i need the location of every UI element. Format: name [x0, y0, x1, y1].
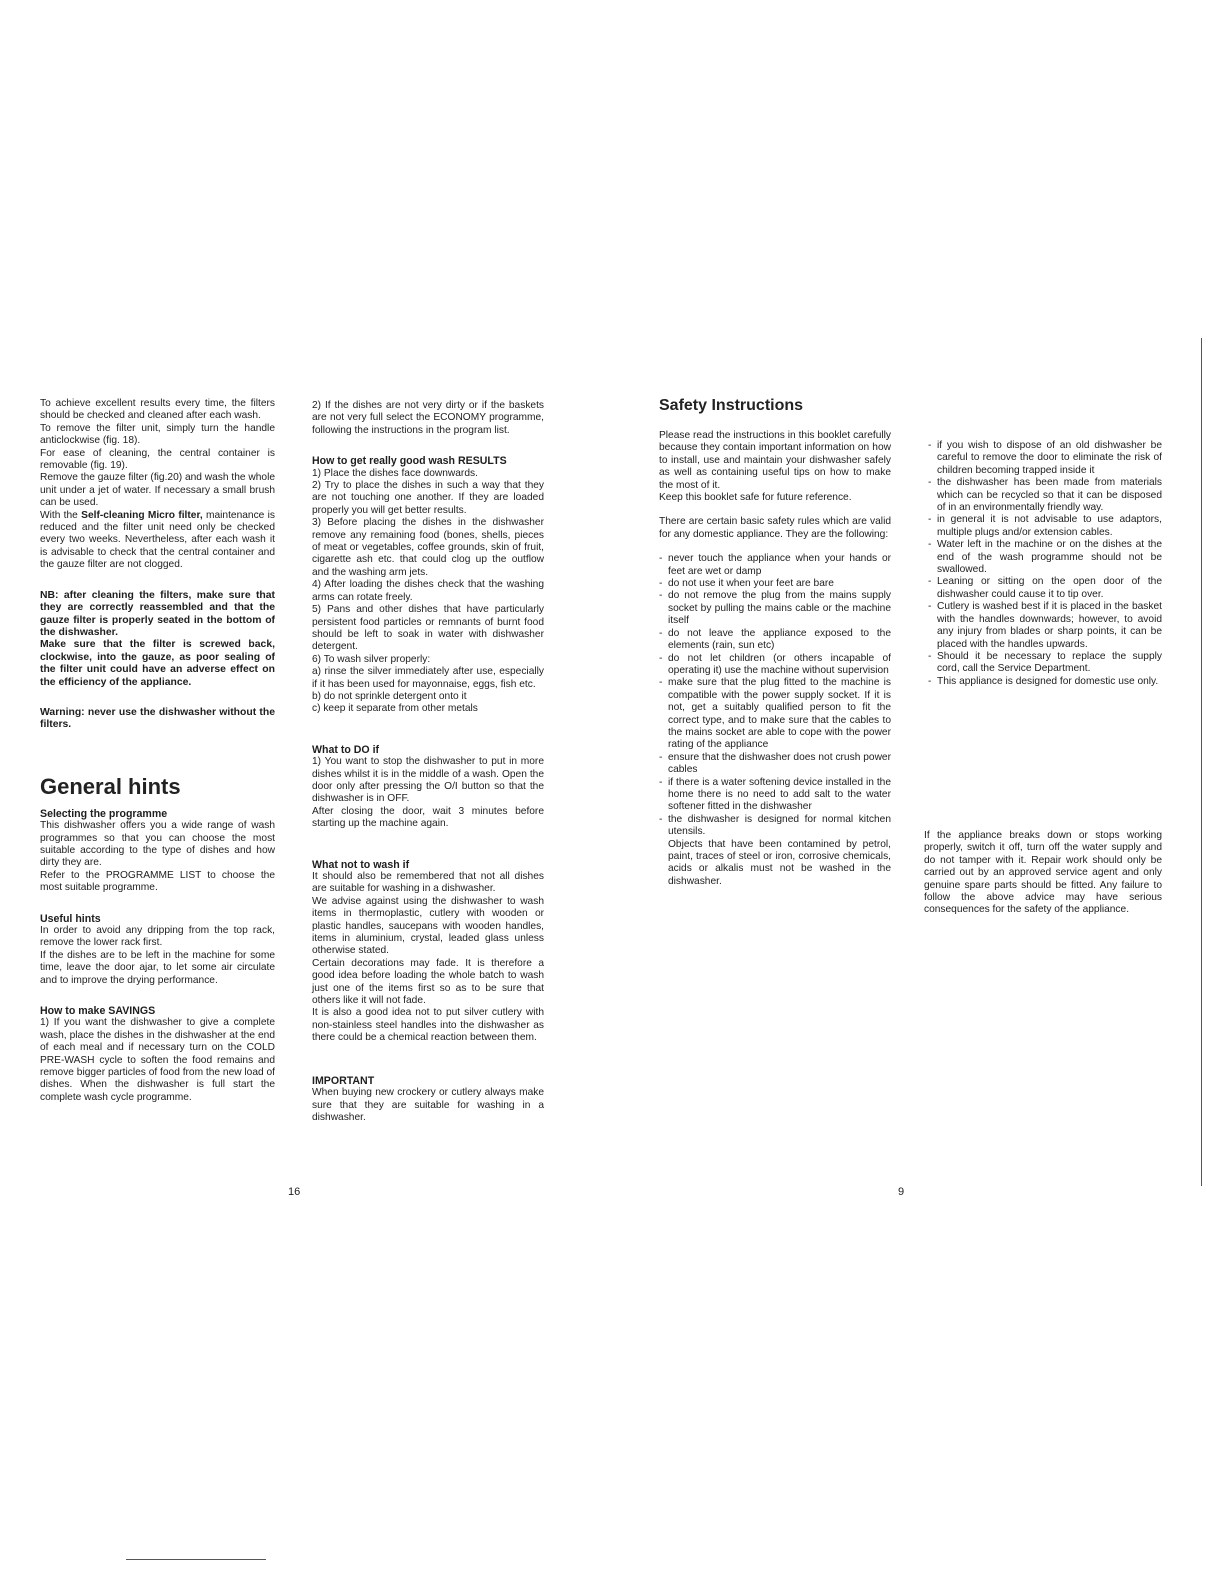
useful-hints-heading: Useful hints — [40, 912, 101, 925]
results-6b: b) do not sprinkle detergent onto it — [312, 690, 467, 702]
safety-rule: - in general it is not advisable to use adaptors, multiple plugs and/or extension cables. — [928, 514, 1162, 539]
contaminated-objects: Objects that have been contamined by petrol, paint, traces of steel or iron, corrosive chemicals, acids or alkalis must not be washed in the dishwasher. — [668, 838, 891, 887]
not-wash-heading: What not to wash if — [312, 858, 410, 871]
results-1: 1) Place the dishes face downwards. — [312, 467, 478, 479]
selecting-para-1: This dishwasher offers you a wide range of wash programmes so that you can choose the most suitable according to the type of dishes and how dirty they are. — [40, 820, 275, 869]
breakdown-block — [924, 830, 1162, 917]
safety-rules-intro: There are certain basic safety rules which are valid for any domestic appliance. They are the following: — [659, 516, 891, 540]
scan-edge-line — [126, 1559, 266, 1560]
nb-note-1: NB: after cleaning the filters, make sure that they are correctly reassembled and that the gauze filter is properly seated in the bottom of the dishwasher. — [40, 589, 275, 638]
selecting-heading: Selecting the programme — [40, 807, 168, 820]
right-col-2 — [928, 440, 1162, 688]
filter-para-2: To remove the filter unit, simply turn the handle anticlockwise (fig. 18). — [40, 422, 275, 447]
results-3: 3) Before placing the dishes in the dishwasher remove any remaining food (bones, shells, pieces of meat or vegetables, coffee grounds, skin of fruit, cigarette ash etc. that could clog up the outflow and the washing arm jets. — [312, 517, 544, 578]
breakdown-para: If the appliance breaks down or stops working properly, switch it off, turn off the water supply and do not tamper with it. Repair work should only be carried out by an approved service agent and only genuine spare parts should be fitted. Any failure to follow the above advice may have serious consequences for the safety of the appliance. — [924, 830, 1162, 916]
important-para: When buying new crockery or cutlery always make sure that they are suitable for washing in a dishwasher. — [312, 1087, 544, 1123]
safety-rules-list — [659, 553, 891, 838]
results-5: 5) Pans and other dishes that have particularly persistent food particles or remnants of burnt food should be left to soak in water with dishwasher detergent. — [312, 604, 544, 653]
results-6: 6) To wash silver properly: — [312, 653, 431, 665]
safety-rule: - make sure that the plug fitted to the machine is compatible with the power supply socket. If it is not, get a suitably qualified person to fit the correct type, and to make sure that the cables to the mains socket are able to cope with the power rating of the appliance — [659, 677, 891, 751]
safety-rules-list-2 — [928, 440, 1162, 688]
useful-para-1: In order to avoid any dripping from the top rack, remove the lower rack first. — [40, 925, 275, 949]
results-2: 2) Try to place the dishes in such a way that they are not touching one another. If they are loaded properly you will get better results. — [312, 480, 544, 516]
safety-rule: - do not leave the appliance exposed to the elements (rain, sun etc) — [659, 628, 891, 653]
right-col-1 — [659, 396, 891, 888]
what-to-do-para-1: 1) You want to stop the dishwasher to put in more dishes whilst it is in the middle of a wash. Open the door only after pressing the O/I button so that the dishwasher is in OFF. — [312, 756, 544, 805]
safety-rule: - do not let children (or others incapable of operating it) use the machine without supervision — [659, 653, 891, 678]
page-number-right: 9 — [898, 1186, 905, 1198]
useful-para-2: If the dishes are to be left in the machine for some time, leave the door ajar, to let some air circulate and to improve the drying performance. — [40, 949, 275, 986]
safety-rule: - Leaning or sitting on the open door of the dishwasher could cause it to tip over. — [928, 576, 1162, 601]
savings-para-1: 1) If you want the dishwasher to give a complete wash, place the dishes in the dishwasher at the end of each meal and if necessary turn on the COLD PRE-WASH cycle to soften the food remains and remove bigger particles of food from the new load of dishes. When the dishwasher is full start the complete wash cycle programme. — [40, 1017, 276, 1103]
filter-para-1: To achieve excellent results every time, the filters should be checked and cleaned after each wash. — [40, 398, 275, 422]
not-wash-para-4: It is also a good idea not to put silver cutlery with non-stainless steel handles into the dishwasher as there could be a chemical reaction between them. — [312, 1007, 544, 1044]
filter-para-4: Remove the gauze filter (fig.20) and wash the whole unit under a jet of water. If necessary a small brush can be used. — [40, 472, 276, 509]
safety-rule: - ensure that the dishwasher does not crush power cables — [659, 752, 891, 777]
not-wash-para-3: Certain decorations may fade. It is therefore a good idea before loading the whole batch to wash just one of the items first so as to be sure that others like it will not fade. — [312, 957, 544, 1007]
safety-keep: Keep this booklet safe for future reference. — [659, 492, 852, 504]
general-hints-title: General hints — [40, 773, 181, 799]
left-col-1 — [40, 398, 275, 1104]
safety-rule: - the dishwasher is designed for normal kitchen utensils. — [659, 814, 891, 839]
micro-filter-term: Self-cleaning Micro filter, — [81, 509, 203, 521]
what-to-do-para-2: After closing the door, wait 3 minutes before starting up the machine again. — [312, 805, 544, 830]
not-wash-para-2: We advise against using the dishwasher to wash items in thermoplastic, cutlery with wooden or plastic handles, saucepans with wooden handles, items in aluminium, crystal, leaded glass unless otherwise stated. — [312, 895, 544, 957]
safety-rule: - Water left in the machine or on the dishes at the end of the wash programme should not be swallowed. — [928, 539, 1162, 576]
nb-note-2: Make sure that the filter is screwed back, clockwise, into the gauze, as poor sealing of the filter unit could have an adverse effect on the efficiency of the appliance. — [40, 639, 275, 688]
economy-para: 2) If the dishes are not very dirty or if the baskets are not very full select the ECONOMY programme, following the instructions in the program list. — [312, 400, 544, 436]
safety-rule: - if you wish to dispose of an old dishwasher be careful to remove the door to eliminate the risk of children becoming trapped inside it — [928, 440, 1162, 477]
not-wash-para-1: It should also be remembered that not all dishes are suitable for washing in a dishwasher. — [312, 871, 544, 895]
savings-heading: How to make SAVINGS — [40, 1005, 156, 1018]
filter-para-3: For ease of cleaning, the central container is removable (fig. 19). — [40, 447, 275, 472]
safety-rule: - the dishwasher has been made from materials which can be recycled so that it can be disposed of in an environmentally friendly way. — [928, 477, 1162, 514]
left-col-2 — [312, 400, 544, 1124]
safety-title: Safety Instructions — [659, 397, 804, 414]
filter-warning: Warning: never use the dishwasher without the filters. — [40, 706, 275, 731]
results-6a: a) rinse the silver immediately after use, especially if it has been used for mayonnaise, eggs, fish etc. — [312, 666, 544, 690]
filter-para-5-prefix: With the — [40, 509, 78, 521]
results-heading: How to get really good wash RESULTS — [312, 455, 507, 468]
results-4: 4) After loading the dishes check that the washing arms can rotate freely. — [312, 579, 544, 603]
safety-rule: - do not use it when your feet are bare — [659, 578, 891, 590]
filter-para-5-rest: maintenance is reduced and the filter unit need only be checked every two weeks. Nevertheless, after each wash it is advisable to check that the central container and the gauze filter are not clogged. — [40, 509, 275, 571]
selecting-para-2: Refer to the PROGRAMME LIST to choose the most suitable programme. — [40, 869, 275, 894]
what-to-do-heading: What to DO if — [312, 743, 380, 756]
results-6c: c) keep it separate from other metals — [312, 703, 478, 715]
page-number-left: 16 — [288, 1186, 301, 1198]
page-edge-line — [1201, 338, 1202, 1186]
safety-intro: Please read the instructions in this booklet carefully because they contain important information on how to install, use and maintain your dishwasher safely as well as containing useful tips on how to make the most of it. — [659, 430, 891, 491]
safety-rule: - This appliance is designed for domestic use only. — [928, 676, 1162, 688]
safety-rule: - if there is a water softening device installed in the home there is no need to add salt to the water softener fitted in the dishwasher — [659, 777, 891, 814]
safety-rule: - Should it be necessary to replace the supply cord, call the Service Department. — [928, 651, 1162, 676]
safety-rule: - do not remove the plug from the mains supply socket by pulling the mains cable or the machine itself — [659, 590, 891, 627]
safety-rule: - never touch the appliance when your hands or feet are wet or damp — [659, 553, 891, 578]
safety-rule: - Cutlery is washed best if it is placed in the basket with the handles downwards; however, to avoid any injury from blades or sharp points, it can be placed with the handles upwards. — [928, 601, 1162, 651]
filter-para-5 — [40, 510, 275, 572]
important-heading: IMPORTANT — [312, 1074, 375, 1087]
